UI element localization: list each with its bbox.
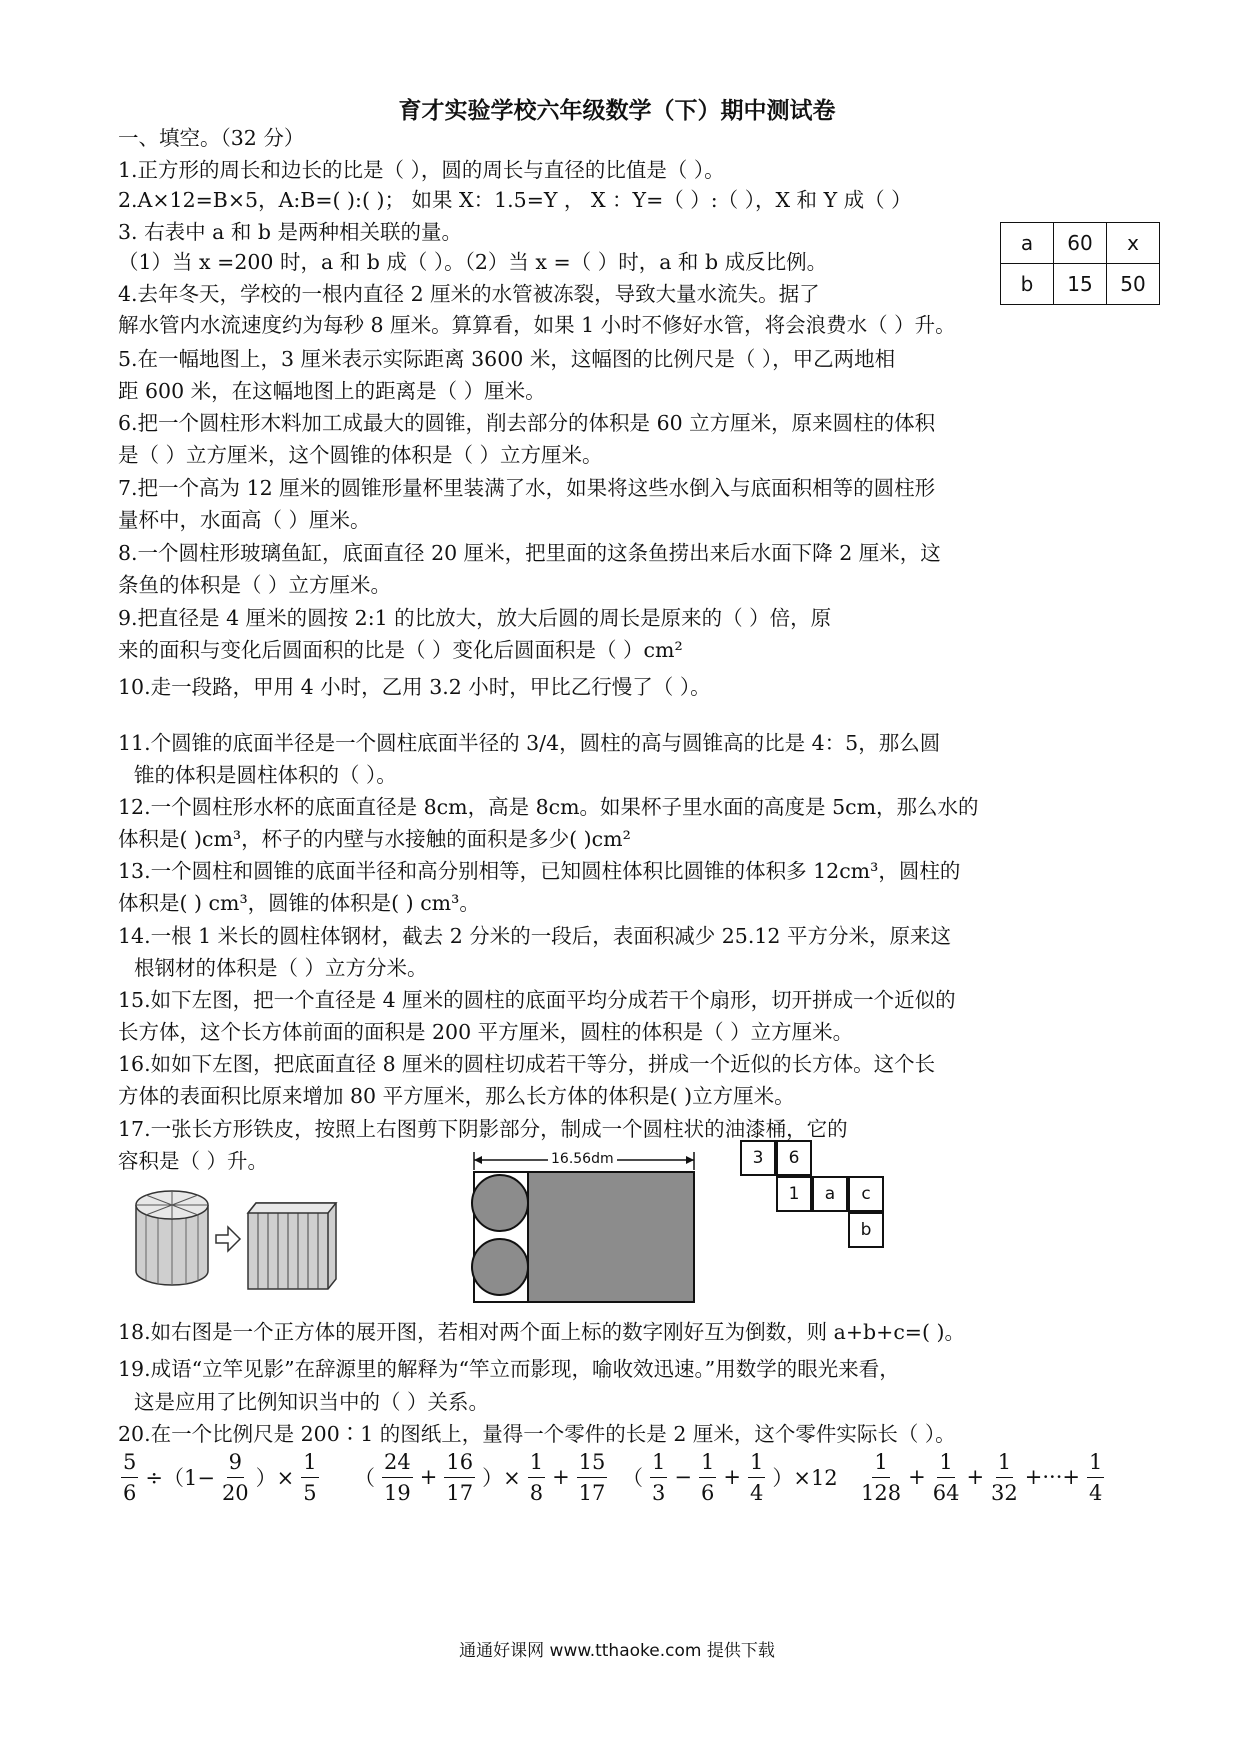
section-heading: 一、填空。（32 分）	[118, 126, 305, 150]
question-3-line-1: 3. 右表中 a 和 b 是两种相关联的量。	[118, 220, 462, 244]
net-face: 3	[740, 1140, 776, 1176]
numerator: 5	[121, 1447, 138, 1478]
question-7-line-1: 7.把一个高为 12 厘米的圆锥形量杯里装满了水，如果将这些水倒入与底面积相等的圆柱形	[118, 476, 936, 500]
question-15-line-2: 长方体，这个长方体前面的面积是 200 平方厘米，圆柱的体积是（ ）立方厘米。	[118, 1020, 854, 1044]
operator: ）×12	[772, 1466, 838, 1490]
operator: +	[552, 1465, 570, 1489]
question-9-line-2: 来的面积与变化后圆面积的比是（ ）变化后圆面积是（ ）cm²	[118, 638, 683, 662]
table-cell: a	[1001, 223, 1054, 264]
table-cell: 50	[1107, 264, 1160, 305]
question-17-line-1: 17.一张长方形铁皮，按照上右图剪下阴影部分，制成一个圆柱状的油漆桶，它的	[118, 1117, 848, 1141]
numerator: 9	[227, 1447, 244, 1478]
numerator: 1	[1087, 1447, 1104, 1478]
denominator: 5	[303, 1480, 317, 1505]
question-11-line-1: 11.个圆锥的底面半径是一个圆柱底面半径的 3/4，圆柱的高与圆锥高的比是 4：5，那么圆	[118, 731, 941, 755]
question-19-line-1: 19.成语“立竿见影”在辞源里的解释为“竿立而影现，喻收效迅速。”用数学的眼光来看，	[118, 1357, 900, 1381]
operator: +	[908, 1465, 926, 1489]
denominator: 17	[578, 1480, 606, 1505]
table-cell: x	[1107, 223, 1160, 264]
denominator: 128	[861, 1480, 902, 1505]
operator: +	[419, 1465, 438, 1489]
question-16-line-1: 16.如如下左图，把底面直径 8 厘米的圆柱切成若干等分，拼成一个近似的长方体。这个长	[118, 1052, 936, 1076]
denominator: 8	[529, 1480, 544, 1505]
net-face: b	[848, 1212, 884, 1248]
question-13-line-2: 体积是( ) cm³，圆锥的体积是( ) cm³。	[118, 891, 480, 915]
numerator: 1	[528, 1447, 545, 1478]
numerator: 16	[444, 1447, 475, 1478]
expression-4	[858, 1442, 1107, 1512]
question-19-line-2: 这是应用了比例知识当中的（ ）关系。	[134, 1390, 490, 1414]
numerator: 1	[996, 1447, 1013, 1478]
question-8-line-2: 条鱼的体积是（ ）立方厘米。	[118, 573, 392, 597]
question-14-line-1: 14.一根 1 米长的圆柱体钢材，截去 2 分米的一段后，表面积减少 25.12 平方分米，原来这	[118, 924, 951, 948]
ab-value-table	[1000, 222, 1160, 305]
numerator: 1	[699, 1447, 716, 1478]
question-17-line-2: 容积是（ ）升。	[118, 1149, 269, 1173]
operator: ÷（1−	[145, 1466, 215, 1490]
denominator: 4	[749, 1480, 764, 1505]
operator: −	[674, 1465, 692, 1489]
question-3-line-2: （1）当 x =200 时，a 和 b 成（ ）。（2）当 x =（ ）时，a 和 b 成反比例。	[118, 250, 828, 274]
table-cell: 15	[1054, 264, 1107, 305]
operator: ）×	[255, 1466, 295, 1490]
question-18: 18.如右图是一个正方体的展开图，若相对两个面上标的数字刚好互为倒数，则 a+b+c=( )。	[118, 1320, 965, 1344]
question-7-line-2: 量杯中，水面高（ ）厘米。	[118, 508, 371, 532]
denominator: 20	[221, 1480, 249, 1505]
iron-sheet-figure	[466, 1150, 706, 1310]
denominator: 19	[384, 1480, 411, 1505]
denominator: 6	[700, 1480, 715, 1505]
question-6-line-1: 6.把一个圆柱形木料加工成最大的圆锥，削去部分的体积是 60 立方厘米，原来圆柱的体积	[118, 411, 936, 435]
operator: （	[622, 1466, 643, 1490]
denominator: 17	[446, 1480, 474, 1505]
operator: +	[723, 1465, 741, 1489]
question-12-line-1: 12.一个圆柱形水杯的底面直径是 8cm，高是 8cm。如果杯子里水面的高度是 5cm，那么水的	[118, 795, 979, 819]
net-face: 6	[776, 1140, 812, 1176]
question-2: 2.A×12=B×5，A:B=( ):( )； 如果 X：1.5=Y ， X ：Y=（ ）:（ ），X 和 Y 成（ ）	[118, 188, 912, 212]
question-4-line-1: 4.去年冬天，学校的一根内直径 2 厘米的水管被冻裂，导致大量水流失。据了	[118, 282, 820, 306]
numerator: 1	[748, 1447, 765, 1478]
denominator: 3	[652, 1480, 666, 1505]
expression-2	[350, 1442, 610, 1512]
denominator: 32	[991, 1480, 1018, 1505]
net-face: a	[812, 1176, 848, 1212]
question-5-line-1: 5.在一幅地图上，3 厘米表示实际距离 3600 米，这幅图的比例尺是（ ），甲乙两地相	[118, 347, 896, 371]
question-4-line-2: 解水管内水流速度约为每秒 8 厘米。算算看，如果 1 小时不修好水管，将会浪费水（ ）升。	[118, 313, 956, 337]
question-5-line-2: 距 600 米，在这幅地图上的距离是（ ）厘米。	[118, 379, 546, 403]
question-15-line-1: 15.如下左图，把一个直径是 4 厘米的圆柱的底面平均分成若干个扇形，切开拼成一个近似的	[118, 988, 956, 1012]
cube-net-figure	[740, 1140, 890, 1260]
question-1: 1.正方形的周长和边长的比是（ ），圆的周长与直径的比值是（ ）。	[118, 158, 725, 182]
question-6-line-2: 是（ ）立方厘米，这个圆锥的体积是（ ）立方厘米。	[118, 443, 603, 467]
question-20: 20.在一个比例尺是 200∶1 的图纸上，量得一个零件的长是 2 厘米，这个零件实际长（ ）。	[118, 1422, 956, 1446]
numerator: 1	[650, 1447, 667, 1478]
operator: （	[354, 1466, 375, 1490]
sheet-length-label: 16.56dm	[548, 1151, 617, 1167]
operator: +···+	[1024, 1465, 1080, 1489]
question-9-line-1: 9.把直径是 4 厘米的圆按 2:1 的比放大，放大后圆的周长是原来的（ ）倍，原	[118, 606, 832, 630]
page-footer: 通通好课网 www.tthaoke.com 提供下载	[459, 1641, 775, 1661]
question-11-line-2: 锥的体积是圆柱体积的（ ）。	[134, 763, 397, 787]
net-face: 1	[776, 1176, 812, 1212]
operator: ）×	[482, 1466, 521, 1490]
numerator: 24	[382, 1447, 413, 1478]
denominator: 4	[1089, 1480, 1103, 1505]
denominator: 6	[123, 1480, 137, 1505]
question-13-line-1: 13.一个圆柱和圆锥的底面半径和高分别相等，已知圆柱体积比圆锥的体积多 12cm³，圆柱的	[118, 859, 961, 883]
page-title: 育才实验学校六年级数学（下）期中测试卷	[398, 97, 836, 124]
numerator: 1	[301, 1447, 318, 1478]
numerator: 15	[577, 1447, 608, 1478]
question-8-line-1: 8.一个圆柱形玻璃鱼缸，底面直径 20 厘米，把里面的这条鱼捞出来后水面下降 2 厘米，这	[118, 541, 941, 565]
table-cell: 60	[1054, 223, 1107, 264]
net-face: c	[848, 1176, 884, 1212]
table-cell: b	[1001, 264, 1054, 305]
numerator: 1	[937, 1447, 954, 1478]
expression-3	[618, 1442, 842, 1512]
expression-1	[118, 1442, 322, 1512]
question-10: 10.走一段路，甲用 4 小时，乙用 3.2 小时，甲比乙行慢了（ ）。	[118, 675, 711, 699]
question-16-line-2: 方体的表面积比原来增加 80 平方厘米，那么长方体的体积是( )立方厘米。	[118, 1084, 795, 1108]
operator: +	[966, 1465, 985, 1489]
numerator: 1	[872, 1447, 889, 1478]
question-14-line-2: 根钢材的体积是（ ）立方分米。	[134, 956, 428, 980]
cylinder-to-cuboid-figure	[128, 1183, 350, 1293]
denominator: 64	[932, 1480, 960, 1505]
question-12-line-2: 体积是( )cm³，杯子的内壁与水接触的面积是多少( )cm²	[118, 827, 631, 851]
